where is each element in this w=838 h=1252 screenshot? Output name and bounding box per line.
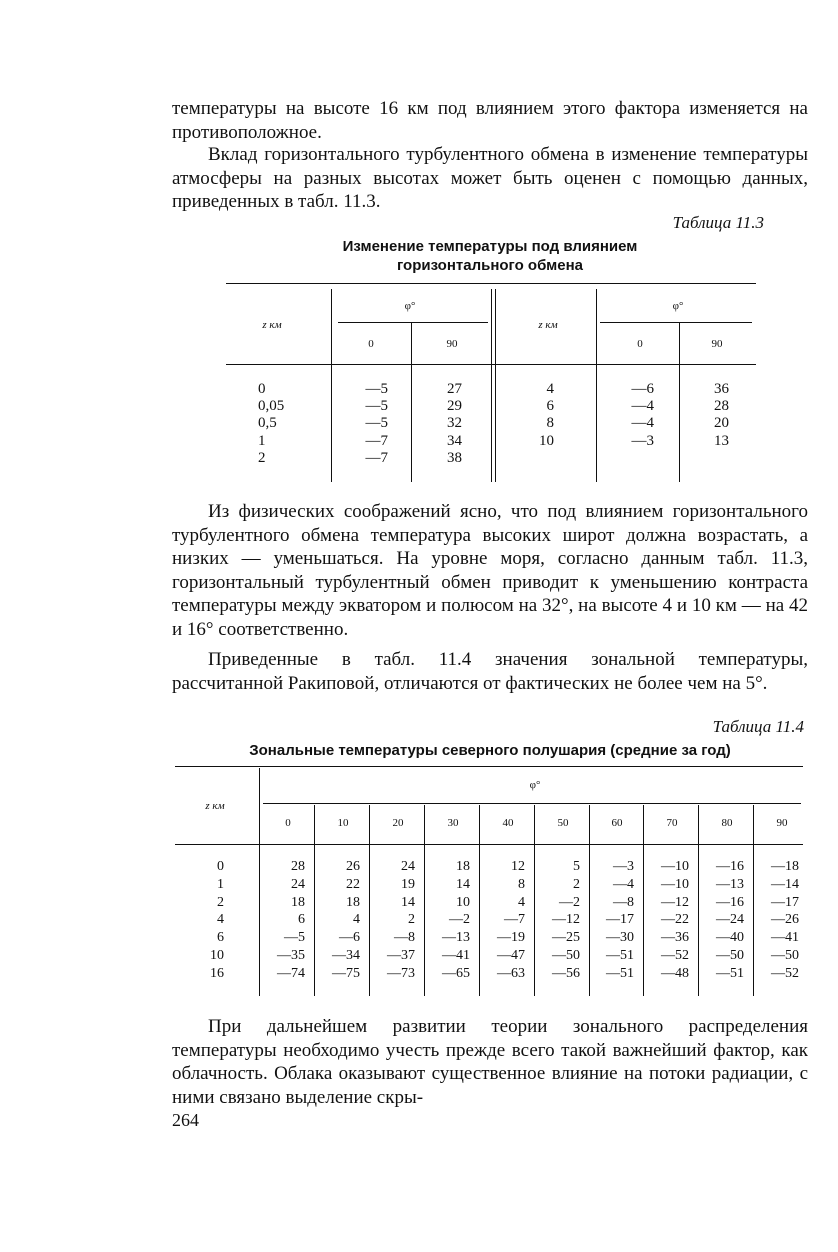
- table-cell: —5: [365, 381, 388, 397]
- table-cell: —52: [661, 947, 689, 963]
- table-cell: —8: [613, 894, 634, 910]
- table-cell: —47: [497, 947, 525, 963]
- table-cell: —3: [631, 432, 654, 449]
- phi-0-column: [606, 381, 654, 450]
- table-cell: 2: [217, 894, 224, 910]
- phi-value-header: 90: [776, 817, 788, 829]
- table-cell: 10: [210, 947, 224, 963]
- table-cell: —50: [771, 947, 799, 963]
- table-cell: —16: [716, 859, 744, 874]
- table-cell: —8: [394, 930, 415, 946]
- phi-90-column: [685, 381, 729, 450]
- table-cell: —7: [504, 912, 525, 928]
- table-rule: [259, 768, 260, 996]
- table-cell: 1: [217, 876, 224, 892]
- table-cell: —22: [661, 912, 689, 928]
- table-rule: [596, 289, 597, 482]
- table-cell: 2: [408, 912, 415, 928]
- phi-90-header: 90: [711, 338, 723, 350]
- table-cell: —18: [771, 859, 799, 874]
- table-cell: 0: [217, 859, 224, 874]
- table-cell: 38: [447, 449, 462, 466]
- table-cell: —13: [716, 876, 744, 892]
- table-cell: —26: [771, 912, 799, 928]
- table-cell: —4: [631, 398, 654, 415]
- table-cell: 0,5: [258, 415, 277, 432]
- table-cell: 0,05: [258, 398, 285, 415]
- z-column: [190, 858, 224, 983]
- table-cell: 19: [401, 876, 415, 892]
- table-cell: —40: [716, 930, 744, 946]
- table-cell: —74: [277, 965, 305, 981]
- table-cell: —17: [771, 894, 799, 910]
- table-cell: 16: [210, 965, 224, 981]
- paragraph-analysis: Из физических соображений ясно, что под влиянием горизонтального турбулентного обмена температура высоких широт должна возрастать, а низких — уменьшаться. На уровне моря, согласно данным табл. 11.3, горизонтальный турбулентный обмен приводит к уменьшению контраста температуры между экватором и полюсом на 32°, на высоте 4 и 10 км — на 42 и 16° соответственно.: [172, 501, 808, 640]
- table-cell: —10: [661, 876, 689, 892]
- paragraph-intro-table-11-4: Приведенные в табл. 11.4 значения зональной температуры, рассчитанной Ракиповой, отличаются от фактических не более чем на 5°.: [172, 649, 808, 694]
- phi-value-header: 70: [666, 817, 678, 829]
- table-rule: [314, 805, 315, 996]
- phi-value-header: 0: [285, 817, 291, 829]
- table-rule: [369, 805, 370, 996]
- phi-value-header: 40: [502, 817, 514, 829]
- phi-90-column: [420, 381, 462, 467]
- table-cell: —6: [339, 930, 360, 946]
- table-cell: 24: [291, 876, 305, 892]
- table-cell: 4: [546, 381, 554, 397]
- table-cell: —34: [332, 947, 360, 963]
- z-column: [510, 381, 554, 450]
- table-cell: 8: [518, 876, 525, 892]
- table-cell: 4: [353, 912, 360, 928]
- table-cell: 6: [217, 930, 224, 946]
- z-column: [258, 381, 308, 467]
- table-cell: —17: [606, 912, 634, 928]
- table-cell: 10: [456, 894, 470, 910]
- table-rule: [226, 283, 756, 284]
- phi-column: [645, 858, 689, 983]
- phi-value-header: 30: [447, 817, 459, 829]
- table-11-3-label: Таблица 11.3: [672, 213, 764, 232]
- phi-column: [316, 858, 360, 983]
- table-cell: —19: [497, 930, 525, 946]
- table-cell: 4: [217, 912, 224, 928]
- table-11-3-title: Изменение температуры под влиянием горизонтального обмена: [342, 238, 638, 274]
- table-cell: 24: [401, 859, 415, 874]
- table-cell: 2: [258, 449, 266, 466]
- table-cell: —50: [716, 947, 744, 963]
- table-rule: [175, 766, 803, 767]
- paragraph-cloudiness: При дальнейшем развитии теории зонального распределения температуры необходимо учесть прежде всего такой важнейший фактор, как облачность. Облака оказывают существенное влияние на потоки радиации, с ними связано выделение скры-: [172, 1016, 808, 1108]
- table-rule: [698, 805, 699, 996]
- phi-column: [590, 858, 634, 983]
- z-header: z км: [538, 319, 558, 331]
- table-rule: [411, 323, 412, 482]
- phi-value-header: 50: [557, 817, 569, 829]
- table-rule: [534, 805, 535, 996]
- table-cell: 1: [258, 432, 266, 449]
- phi-column: [481, 858, 525, 983]
- phi-0-column: [340, 381, 388, 467]
- table-cell: —6: [631, 381, 654, 397]
- table-cell: —5: [365, 398, 388, 415]
- z-header: z км: [262, 319, 282, 331]
- table-cell: —16: [716, 894, 744, 910]
- phi-column: [426, 858, 470, 983]
- table-rule: [753, 805, 754, 996]
- table-cell: —13: [442, 930, 470, 946]
- table-rule: [331, 289, 332, 482]
- table-cell: —52: [771, 965, 799, 981]
- table-cell: 28: [714, 398, 729, 415]
- table-cell: 34: [447, 432, 462, 449]
- table-cell: —63: [497, 965, 525, 981]
- table-rule: [643, 805, 644, 996]
- table-cell: 26: [346, 859, 360, 874]
- table-cell: —73: [387, 965, 415, 981]
- table-cell: —41: [771, 930, 799, 946]
- table-cell: 18: [291, 894, 305, 910]
- table-rule: [679, 323, 680, 482]
- table-cell: —5: [365, 415, 388, 432]
- table-cell: 2: [573, 876, 580, 892]
- table-rule: [424, 805, 425, 996]
- table-cell: 20: [714, 415, 729, 432]
- table-rule: [495, 289, 496, 482]
- table-cell: 27: [447, 381, 462, 397]
- phi-header: φ°: [529, 779, 541, 791]
- table-cell: 18: [346, 894, 360, 910]
- table-cell: 32: [447, 415, 462, 432]
- table-cell: —2: [449, 912, 470, 928]
- table-cell: —12: [661, 894, 689, 910]
- phi-value-header: 60: [611, 817, 623, 829]
- phi-column: [536, 858, 580, 983]
- table-cell: 12: [511, 859, 525, 874]
- table-cell: 22: [346, 876, 360, 892]
- table-rule: [479, 805, 480, 996]
- phi-column: [755, 858, 799, 983]
- table-cell: —4: [631, 415, 654, 432]
- phi-value-header: 80: [721, 817, 733, 829]
- phi-0-header: 0: [368, 338, 374, 350]
- table-cell: 6: [298, 912, 305, 928]
- phi-90-header: 90: [446, 338, 458, 350]
- table-cell: —37: [387, 947, 415, 963]
- table-cell: —10: [661, 859, 689, 874]
- table-cell: 4: [518, 894, 525, 910]
- paragraph-continuation: температуры на высоте 16 км под влиянием этого фактора изменяется на противоположное.: [172, 98, 808, 143]
- phi-header: φ°: [404, 300, 416, 312]
- table-cell: —51: [606, 965, 634, 981]
- table-cell: —51: [716, 965, 744, 981]
- table-cell: —41: [442, 947, 470, 963]
- table-cell: —51: [606, 947, 634, 963]
- table-cell: 14: [456, 876, 470, 892]
- phi-header: φ°: [672, 300, 684, 312]
- table-cell: —4: [613, 876, 634, 892]
- table-cell: —36: [661, 930, 689, 946]
- table-cell: —5: [284, 930, 305, 946]
- phi-column: [700, 858, 744, 983]
- phi-column: [371, 858, 415, 983]
- table-cell: —24: [716, 912, 744, 928]
- table-rule: [338, 322, 488, 323]
- table-cell: 14: [401, 894, 415, 910]
- phi-value-header: 10: [337, 817, 349, 829]
- table-cell: 18: [456, 859, 470, 874]
- table-rule: [175, 844, 803, 845]
- table-cell: —48: [661, 965, 689, 981]
- table-cell: —65: [442, 965, 470, 981]
- table-11-4-label: Таблица 11.4: [712, 717, 804, 736]
- table-cell: 6: [546, 398, 554, 415]
- phi-column: [261, 858, 305, 983]
- table-rule: [600, 322, 752, 323]
- table-cell: —75: [332, 965, 360, 981]
- table-cell: 5: [573, 859, 580, 874]
- table-cell: —7: [365, 432, 388, 449]
- table-cell: —56: [552, 965, 580, 981]
- table-rule: [263, 803, 801, 804]
- z-header: z км: [205, 800, 225, 812]
- table-cell: 28: [291, 859, 305, 874]
- table-cell: —12: [552, 912, 580, 928]
- table-cell: 0: [258, 381, 266, 397]
- table-cell: —30: [606, 930, 634, 946]
- table-rule: [491, 289, 492, 482]
- table-cell: 29: [447, 398, 462, 415]
- table-cell: —14: [771, 876, 799, 892]
- table-cell: 36: [714, 381, 729, 397]
- table-cell: 10: [539, 432, 554, 449]
- table-cell: —25: [552, 930, 580, 946]
- table-cell: —3: [613, 859, 634, 874]
- phi-value-header: 20: [392, 817, 404, 829]
- phi-0-header: 0: [637, 338, 643, 350]
- table-cell: —50: [552, 947, 580, 963]
- table-11-4-title: Зональные температуры северного полушария (средние за год): [249, 742, 731, 759]
- table-cell: —7: [365, 449, 388, 466]
- paragraph-intro-table-11-3: Вклад горизонтального турбулентного обмена в изменение температуры атмосферы на разных высотах может быть оценен с помощью данных, приведенных в табл. 11.3.: [172, 144, 808, 212]
- table-cell: —35: [277, 947, 305, 963]
- table-cell: —2: [559, 894, 580, 910]
- table-cell: 13: [714, 432, 729, 449]
- table-cell: 8: [546, 415, 554, 432]
- page-number: 264: [172, 1110, 199, 1130]
